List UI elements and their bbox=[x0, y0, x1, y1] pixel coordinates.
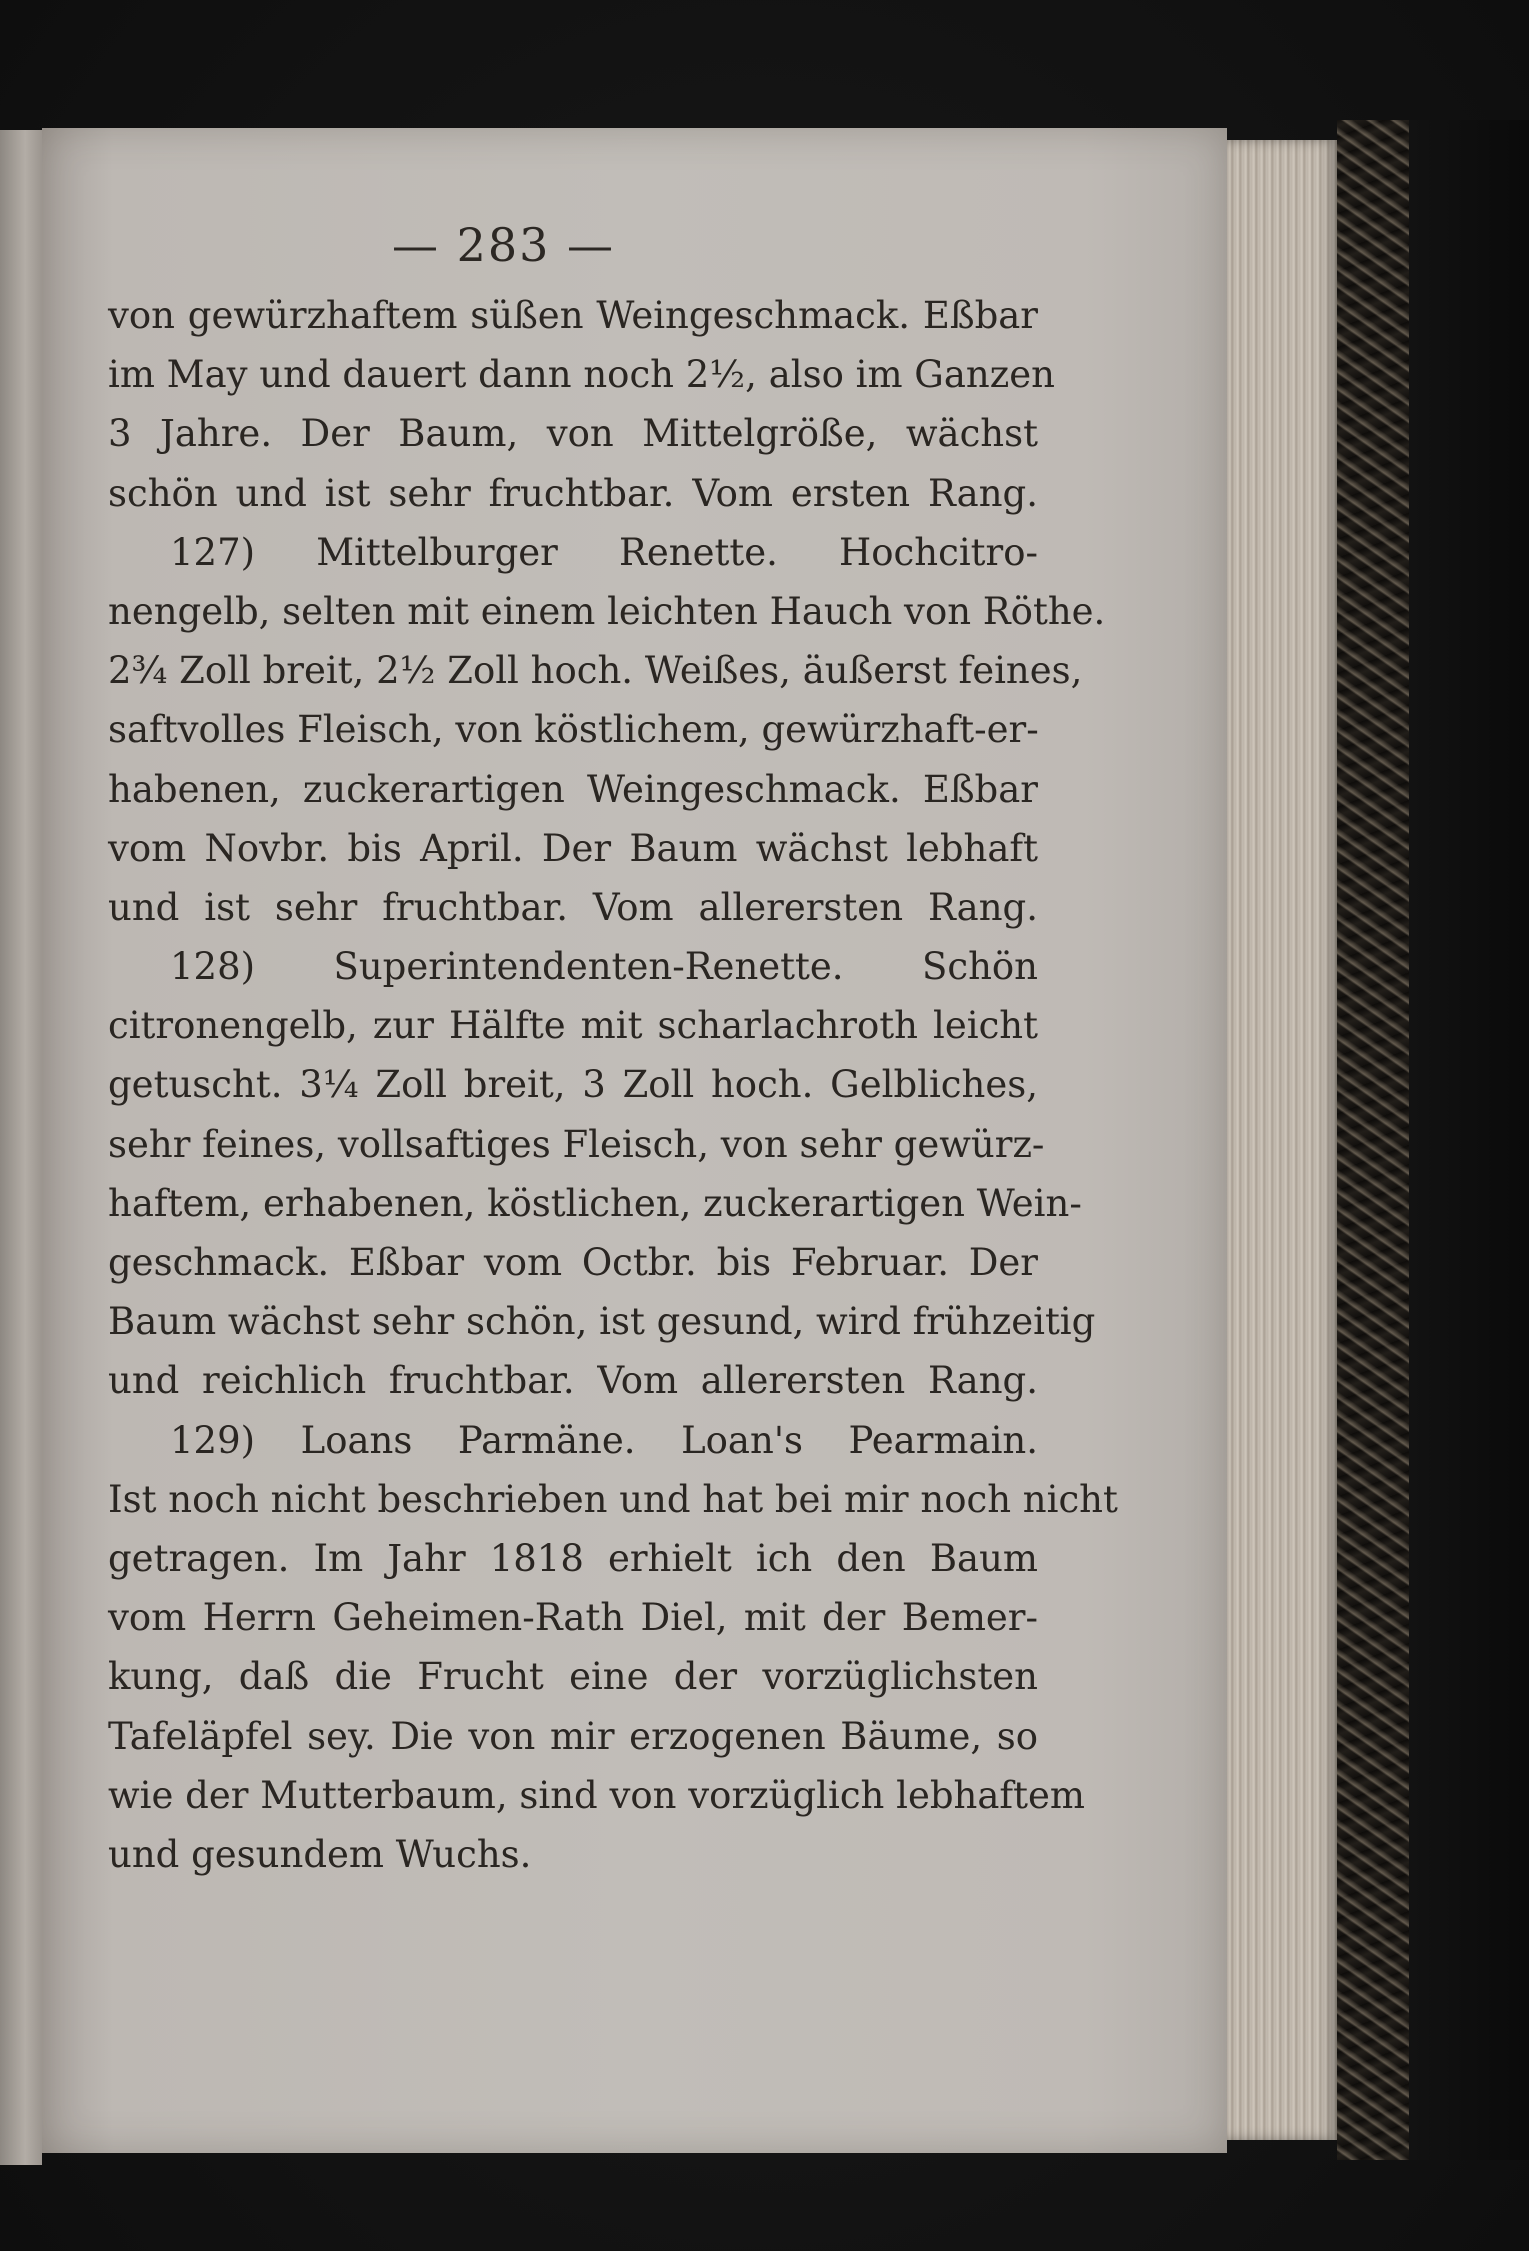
text-line: saftvolles Fleisch, von köstlichem, gewürzhaft-er- bbox=[108, 708, 1039, 752]
text-line: habenen, zuckerartigen Weingeschmack. Eßbar bbox=[108, 767, 1038, 811]
text-line: vom Novbr. bis April. Der Baum wächst lebhaft bbox=[108, 826, 1038, 870]
text-line: Baum wächst sehr schön, ist gesund, wird frühzeitig bbox=[108, 1300, 1096, 1344]
text-line: und gesundem Wuchs. bbox=[108, 1832, 532, 1876]
text-line: und ist sehr fruchtbar. Vom allerersten Rang. bbox=[108, 885, 1038, 929]
text-line: 128) Superintendenten-Renette. Schön bbox=[170, 945, 1038, 989]
text-line: 127) Mittelburger Renette. Hochcitro- bbox=[170, 530, 1038, 574]
text-line: citronengelb, zur Hälfte mit scharlachroth leicht bbox=[108, 1004, 1038, 1048]
text-line: getuscht. 3¼ Zoll breit, 3 Zoll hoch. Gelbliches, bbox=[108, 1063, 1038, 1107]
book-page bbox=[42, 128, 1227, 2153]
text-line: Ist noch nicht beschrieben und hat bei mir noch nicht bbox=[108, 1477, 1118, 1521]
page-block-edges bbox=[1227, 140, 1337, 2140]
page-text bbox=[108, 286, 1118, 1884]
text-line: nengelb, selten mit einem leichten Hauch von Röthe. bbox=[108, 589, 1106, 633]
text-line: 2¾ Zoll breit, 2½ Zoll hoch. Weißes, äußerst feines, bbox=[108, 649, 1083, 693]
cover-shadow bbox=[1409, 120, 1529, 2160]
text-line: haftem, erhabenen, köstlichen, zuckerartigen Wein- bbox=[108, 1181, 1082, 1225]
text-line: im May und dauert dann noch 2½, also im Ganzen bbox=[108, 353, 1055, 397]
text-line: geschmack. Eßbar vom Octbr. bis Februar. Der bbox=[108, 1241, 1038, 1284]
text-line: und reichlich fruchtbar. Vom allerersten Rang. bbox=[108, 1359, 1038, 1403]
text-line: getragen. Im Jahr 1818 erhielt ich den Baum bbox=[108, 1536, 1038, 1580]
text-line: sehr feines, vollsaftiges Fleisch, von sehr gewürz- bbox=[108, 1122, 1045, 1166]
text-line: wie der Mutterbaum, sind von vorzüglich lebhaftem bbox=[108, 1773, 1085, 1817]
text-line: schön und ist sehr fruchtbar. Vom ersten Rang. bbox=[108, 471, 1038, 515]
text-line: vom Herrn Geheimen-Rath Diel, mit der Bemer- bbox=[108, 1596, 1038, 1640]
page-number: — 283 — bbox=[392, 218, 616, 272]
text-line: Tafeläpfel sey. Die von mir erzogenen Bäume, so bbox=[108, 1714, 1038, 1758]
text-line: 3 Jahre. Der Baum, von Mittelgröße, wächst bbox=[108, 412, 1038, 456]
text-line: von gewürzhaftem süßen Weingeschmack. Eßbar bbox=[108, 294, 1038, 337]
text-line: kung, daß die Frucht eine der vorzüglichsten bbox=[108, 1655, 1038, 1699]
marbled-cover bbox=[1337, 120, 1412, 2160]
facing-page-edge bbox=[0, 130, 42, 2165]
text-line: 129) Loans Parmäne. Loan's Pearmain. bbox=[170, 1418, 1038, 1462]
